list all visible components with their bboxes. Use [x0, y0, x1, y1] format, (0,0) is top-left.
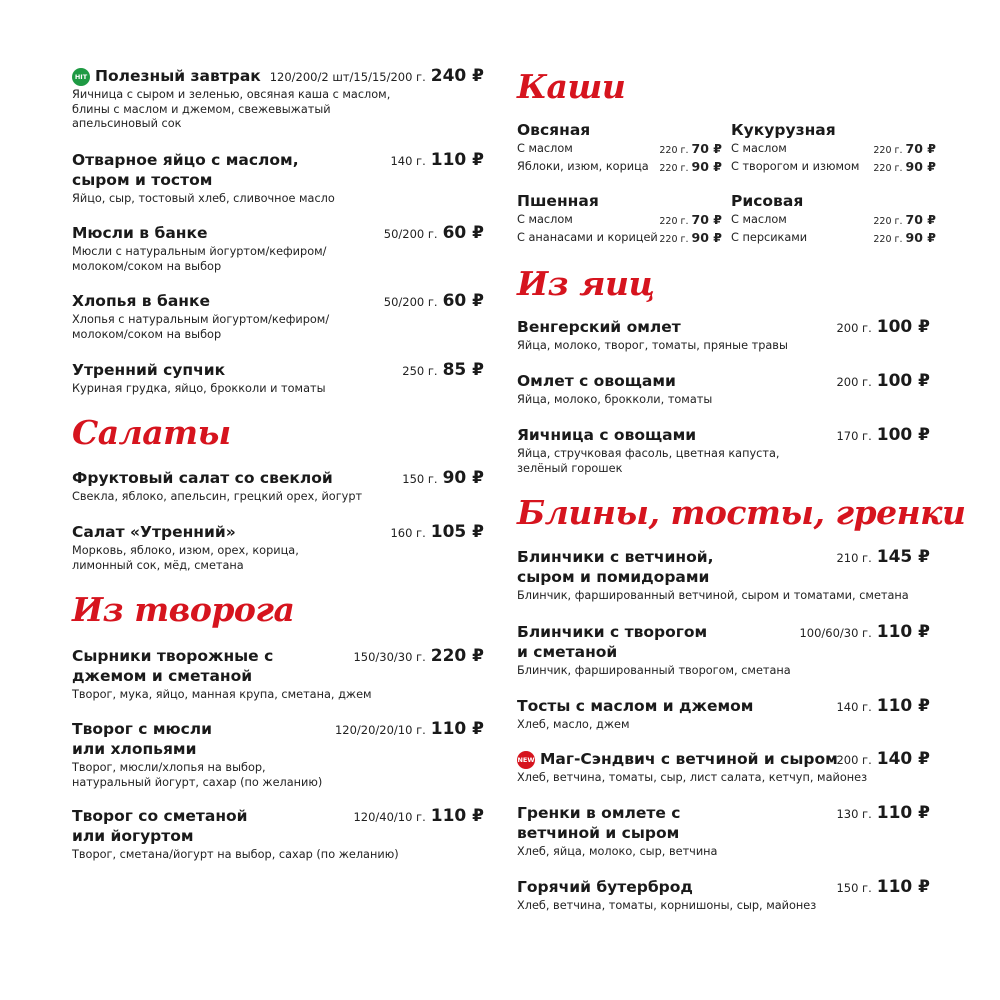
item-description: Блинчик, фаршированный творогом, сметана	[517, 664, 791, 677]
item-name: Отварное яйцо с маслом, сыром и тостом	[72, 151, 299, 189]
item-price: 60 ₽	[442, 223, 484, 243]
section-title-pancakes-toasts: Блины, тосты, гренки	[517, 493, 966, 532]
option-label: С маслом	[731, 213, 787, 226]
item-description: Куриная грудка, яйцо, брокколи и томаты	[72, 382, 326, 395]
item-description: Яйца, молоко, творог, томаты, пряные травы	[517, 339, 788, 352]
menu-item	[72, 66, 484, 132]
item-weight: 120/40/10 г.	[353, 810, 426, 824]
section-title-cottage-cheese: Из творога	[72, 590, 295, 629]
item-price: 100 ₽	[876, 425, 930, 445]
item-weight: 200 г.	[836, 321, 872, 335]
item-weight: 100/60/30 г.	[799, 626, 872, 640]
item-weight: 50/200 г.	[383, 227, 438, 241]
option-label: С маслом	[517, 213, 573, 226]
menu-item	[72, 646, 484, 703]
menu-item	[72, 522, 484, 573]
item-name: Хлопья в банке	[72, 292, 211, 310]
hit-badge-icon: HIT	[72, 68, 90, 86]
item-description: Яичница с сыром и зеленью, овсяная каша с маслом, блины с маслом и джемом, свежевыжатый апельсиновый сок	[72, 88, 391, 130]
new-badge-icon: NEW	[517, 751, 535, 769]
item-weight: 170 г.	[836, 429, 872, 443]
porridge-option	[731, 158, 936, 176]
item-weight: 200 г.	[836, 753, 872, 767]
option-price: 90 ₽	[905, 159, 936, 174]
item-name: Яичница с овощами	[517, 426, 697, 444]
section-title-porridge: Каши	[517, 67, 626, 106]
menu-item	[72, 360, 484, 397]
item-description: Творог, мюсли/хлопья на выбор, натуральный йогурт, сахар (по желанию)	[72, 761, 323, 789]
item-price: 140 ₽	[876, 749, 930, 769]
item-name: Венгерский омлет	[517, 318, 681, 336]
item-price: 220 ₽	[430, 646, 484, 666]
item-description: Хлеб, яйца, молоко, сыр, ветчина	[517, 845, 718, 858]
item-price: 110 ₽	[876, 877, 930, 897]
option-price: 90 ₽	[691, 230, 722, 245]
menu-item	[517, 425, 930, 476]
option-price: 90 ₽	[691, 159, 722, 174]
section-title-salads: Салаты	[72, 413, 231, 452]
porridge-block	[731, 191, 936, 247]
item-weight: 160 г.	[390, 526, 426, 540]
porridge-option	[731, 229, 936, 247]
porridge-block	[731, 120, 936, 176]
item-description: Морковь, яблоко, изюм, орех, корица, лимонный сок, мёд, сметана	[72, 544, 299, 572]
item-description: Яйца, молоко, брокколи, томаты	[517, 393, 713, 406]
option-label: С маслом	[731, 142, 787, 155]
porridge-option	[517, 140, 722, 158]
item-name: Маг-Сэндвич с ветчиной и сыром	[540, 750, 838, 768]
option-price: 70 ₽	[905, 212, 936, 227]
menu-item	[72, 291, 484, 342]
option-weight: 220 г.	[659, 145, 689, 156]
item-name: Творог с мюсли или хлопьями	[72, 720, 212, 758]
item-name: Утренний супчик	[72, 361, 226, 379]
item-weight: 150 г.	[836, 881, 872, 895]
item-price: 110 ₽	[876, 622, 930, 642]
item-price: 110 ₽	[430, 150, 484, 170]
option-price: 70 ₽	[691, 141, 722, 156]
menu-item	[517, 371, 930, 408]
porridge-block	[517, 120, 722, 176]
porridge-block	[517, 191, 722, 247]
option-price: 70 ₽	[905, 141, 936, 156]
option-price: 90 ₽	[905, 230, 936, 245]
menu-item	[72, 806, 484, 863]
option-weight: 220 г.	[873, 216, 903, 227]
item-price: 110 ₽	[876, 803, 930, 823]
item-weight: 120/200/2 шт/15/15/200 г.	[269, 70, 426, 84]
item-weight: 200 г.	[836, 375, 872, 389]
item-price: 110 ₽	[876, 696, 930, 716]
menu-item	[517, 622, 930, 679]
menu-item	[72, 223, 484, 274]
item-price: 90 ₽	[442, 468, 484, 488]
item-description: Яйцо, сыр, тостовый хлеб, сливочное масло	[72, 192, 335, 205]
item-name: Омлет с овощами	[517, 372, 676, 390]
option-price: 70 ₽	[691, 212, 722, 227]
item-price: 145 ₽	[876, 547, 930, 567]
item-price: 240 ₽	[430, 66, 484, 86]
menu-item	[517, 877, 930, 914]
option-weight: 220 г.	[873, 234, 903, 245]
item-name: Блинчики с творогом и сметаной	[517, 623, 708, 661]
menu-item	[517, 547, 930, 604]
porridge-option	[517, 211, 722, 229]
item-name: Творог со сметаной или йогуртом	[72, 807, 248, 845]
item-weight: 150 г.	[402, 472, 438, 486]
option-label: С персиками	[731, 231, 808, 244]
item-name: Салат «Утренний»	[72, 523, 236, 541]
item-weight: 50/200 г.	[383, 295, 438, 309]
item-name: Горячий бутерброд	[517, 878, 693, 896]
item-name: Гренки в омлете с ветчиной и сыром	[517, 804, 681, 842]
item-weight: 140 г.	[390, 154, 426, 168]
item-weight: 150/30/30 г.	[353, 650, 426, 664]
porridge-option	[517, 229, 722, 247]
item-description: Свекла, яблоко, апельсин, грецкий орех, йогурт	[72, 490, 363, 503]
porridge-name: Кукурузная	[731, 121, 836, 139]
item-name: Сырники творожные с джемом и сметаной	[72, 647, 274, 685]
option-label: Яблоки, изюм, корица	[517, 160, 649, 173]
item-weight: 210 г.	[836, 551, 872, 565]
item-name: Блинчики с ветчиной, сыром и помидорами	[517, 548, 714, 586]
item-description: Хлеб, ветчина, томаты, сыр, лист салата, кетчуп, майонез	[517, 771, 868, 784]
item-price: 110 ₽	[430, 719, 484, 739]
item-description: Мюсли с натуральным йогуртом/кефиром/ молоком/соком на выбор	[72, 245, 327, 273]
menu-item	[72, 719, 484, 790]
item-description: Хлеб, ветчина, томаты, корнишоны, сыр, майонез	[517, 899, 817, 912]
item-description: Хлеб, масло, джем	[517, 718, 630, 731]
item-price: 110 ₽	[430, 806, 484, 826]
menu-item	[517, 696, 930, 733]
item-description: Яйца, стручковая фасоль, цветная капуста, зелёный горошек	[517, 447, 780, 475]
option-weight: 220 г.	[659, 163, 689, 174]
option-label: С маслом	[517, 142, 573, 155]
item-name: Мюсли в банке	[72, 224, 208, 242]
porridge-name: Овсяная	[517, 121, 591, 139]
menu-item	[517, 749, 930, 786]
option-weight: 220 г.	[659, 234, 689, 245]
item-price: 60 ₽	[442, 291, 484, 311]
menu-item	[517, 803, 930, 860]
item-description: Блинчик, фаршированный ветчиной, сыром и томатами, сметана	[517, 589, 909, 602]
porridge-option	[517, 158, 722, 176]
menu-item	[72, 468, 484, 505]
item-weight: 250 г.	[402, 364, 438, 378]
item-name: Тосты с маслом и джемом	[517, 697, 754, 715]
option-weight: 220 г.	[873, 145, 903, 156]
item-price: 85 ₽	[442, 360, 484, 380]
option-label: С ананасами и корицей	[517, 231, 658, 244]
item-name: Полезный завтрак	[95, 67, 261, 85]
porridge-option	[731, 140, 936, 158]
menu-item	[72, 150, 484, 207]
item-description: Творог, мука, яйцо, манная крупа, сметана, джем	[72, 688, 372, 701]
item-weight: 140 г.	[836, 700, 872, 714]
section-title-eggs: Из яиц	[517, 264, 655, 303]
item-price: 100 ₽	[876, 317, 930, 337]
item-price: 105 ₽	[430, 522, 484, 542]
menu-item	[517, 317, 930, 354]
porridge-name: Рисовая	[731, 192, 804, 210]
item-description: Творог, сметана/йогурт на выбор, сахар (по желанию)	[72, 848, 399, 861]
porridge-name: Пшенная	[517, 192, 599, 210]
porridge-option	[731, 211, 936, 229]
item-weight: 130 г.	[836, 807, 872, 821]
item-price: 100 ₽	[876, 371, 930, 391]
option-weight: 220 г.	[873, 163, 903, 174]
option-weight: 220 г.	[659, 216, 689, 227]
item-weight: 120/20/20/10 г.	[334, 723, 426, 737]
item-name: Фруктовый салат со свеклой	[72, 469, 333, 487]
option-label: С творогом и изюмом	[731, 160, 860, 173]
item-description: Хлопья с натуральным йогуртом/кефиром/ молоком/соком на выбор	[72, 313, 330, 341]
